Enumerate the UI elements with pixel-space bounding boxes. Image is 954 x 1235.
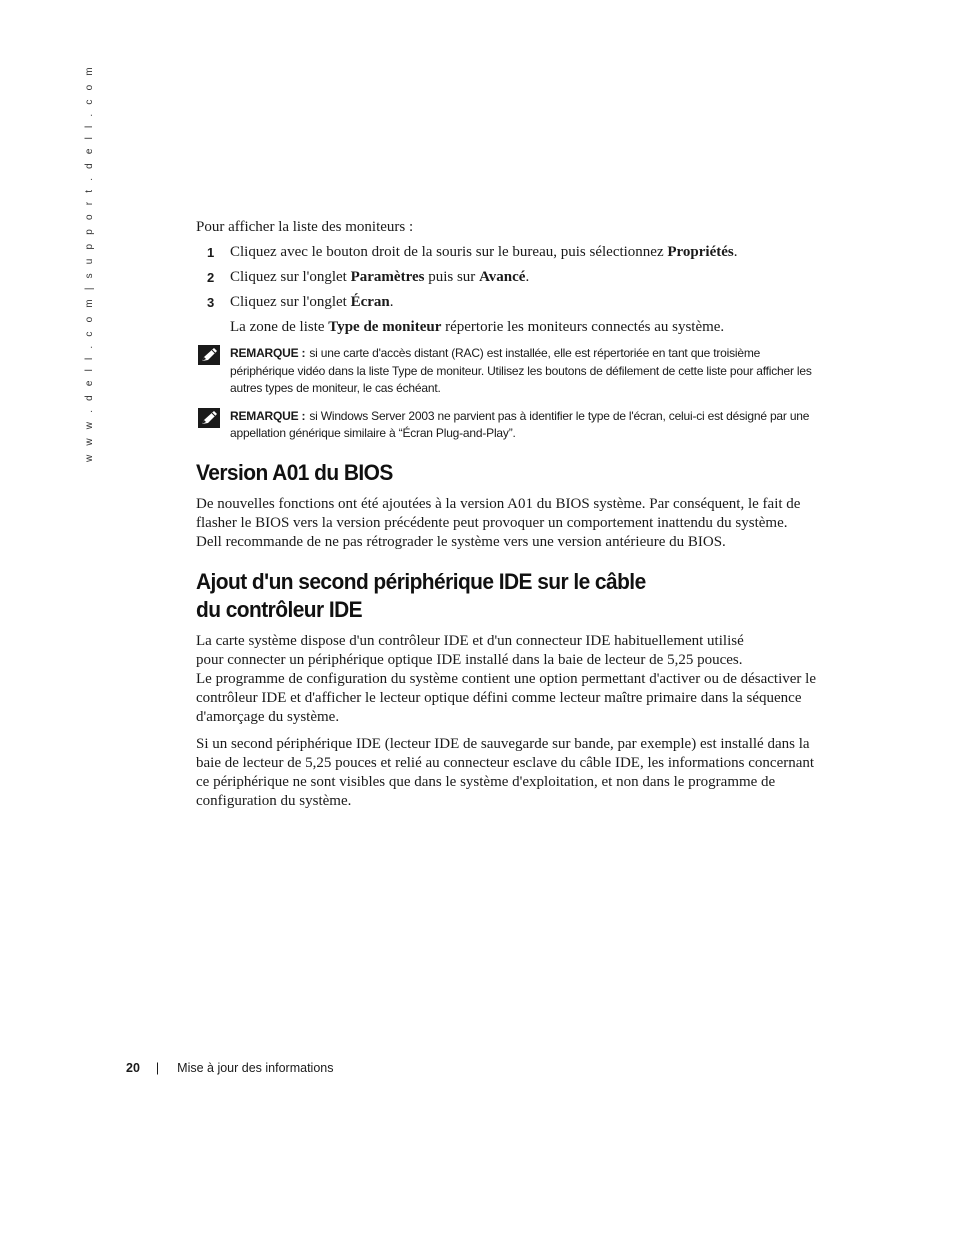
side-url: w w w . d e l l . c o m | s u p p o r t . d e l l . c o m: [84, 64, 95, 462]
ide-paragraph-2: Si un second périphérique IDE (lecteur IDE de sauvegarde sur bande, par exemple) est installé dans la baie de lecteur de 5,25 pouces et relié au connecteur esclave du câble IDE, les informations concernant ce périphérique ne sont visibles que dans le système d'exploitation, et non dans le programme de configuration du système.: [196, 735, 815, 809]
ui-term: Type de moniteur: [391, 363, 481, 378]
steps-list: [196, 243, 816, 312]
step-item: 3 Cliquez sur l'onglet Écran.: [207, 294, 394, 310]
step3-note: La zone de liste Type de moniteur répertorie les moniteurs connectés au système.: [230, 319, 725, 335]
step-number: 2: [207, 270, 214, 285]
ui-term: Écran: [350, 294, 390, 310]
section-title-ide: Ajout d'un second périphérique IDE sur le câble du contrôleur IDE: [196, 568, 646, 622]
intro-text: Pour afficher la liste des moniteurs :: [196, 219, 414, 235]
page-content: [196, 218, 816, 819]
ui-term: Propriétés: [667, 244, 734, 260]
note-block: REMARQUE : si Windows Server 2003 ne parvient pas à identifier le type de l'écran, celui-ci est désigné par une appellation générique similaire à “Écran Plug-and-Play”.: [196, 408, 816, 443]
note-label: REMARQUE :: [230, 408, 306, 423]
pencil-note-icon: [198, 345, 220, 365]
step-number: 1: [207, 245, 214, 260]
page-footer: [126, 1061, 333, 1075]
note-label: REMARQUE :: [230, 346, 306, 360]
footer-separator: |: [155, 1061, 160, 1075]
ui-term: Avancé: [479, 269, 526, 285]
step-item: 2 Cliquez sur l'onglet Paramètres puis sur Avancé.: [207, 269, 530, 285]
step-number: 3: [207, 295, 214, 310]
note-block: REMARQUE : si une carte d'accès distant (RAC) est installée, elle est répertoriée en tant que troisième périphérique vidéo dans la liste Type de moniteur. Utilisez les boutons de défilement de cette liste pour afficher les autres types de moniteur, le cas échéant.: [196, 345, 816, 398]
bios-paragraph: De nouvelles fonctions ont été ajoutées à la version A01 du BIOS système. Par conséquent, le fait de flasher le BIOS vers la version précédente peut provoquer un comportement inattendu du système. Dell recommande de ne pas rétrograder le système vers une version antérieure du BIOS.: [196, 495, 801, 550]
step-item: 1 Cliquez avec le bouton droit de la souris sur le bureau, puis sélectionnez Propriétés.: [207, 244, 738, 260]
ide-paragraph-1: La carte système dispose d'un contrôleur IDE et d'un connecteur IDE habituellement utilisé pour connecter un périphérique optique IDE installé dans la baie de lecteur de 5,25 pouces. Le programme de configuration du système contient une option permettant d'activer ou de désactiver le contrôleur IDE et d'afficher le lecteur optique défini comme lecteur maître primaire dans la séquence d'amorçage du système.: [196, 632, 816, 725]
footer-section-title: Mise à jour des informations: [177, 1061, 334, 1075]
ui-term: Type de moniteur: [328, 319, 442, 335]
ui-term: Paramètres: [350, 269, 425, 285]
page-number: 20: [126, 1061, 140, 1075]
pencil-note-icon: [198, 408, 220, 428]
section-title-bios: Version A01 du BIOS: [196, 459, 393, 485]
